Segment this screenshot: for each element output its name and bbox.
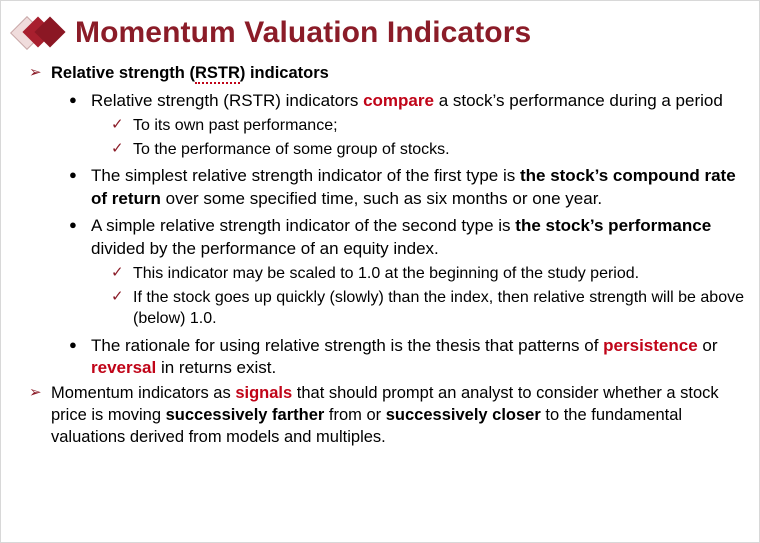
check-bullet-icon: ✓ <box>111 116 124 134</box>
highlight-persistence: persistence <box>603 335 698 355</box>
dot-bullet-icon: ● <box>69 91 77 107</box>
check-item-above-below <box>111 287 745 329</box>
dot-bullet-icon: ● <box>69 167 77 183</box>
check-item-text: To the performance of some group of stocks. <box>133 141 450 159</box>
highlight-reversal: reversal <box>91 357 157 377</box>
check-item-text: This indicator may be scaled to 1.0 at the beginning of the study period. <box>133 265 640 283</box>
bullet-text-prefix: Relative strength ( <box>51 64 195 82</box>
highlight-signals: signals <box>235 384 293 403</box>
sub-bullet-text <box>91 90 745 112</box>
sub-bullet-rationale <box>69 335 745 380</box>
check-bullet-icon: ✓ <box>111 140 124 158</box>
check-item-own-past-performance <box>111 115 745 136</box>
check-bullet-icon: ✓ <box>111 264 124 282</box>
check-item-text: To its own past performance; <box>133 117 338 135</box>
check-bullet-icon: ✓ <box>111 288 124 306</box>
text-part-2: over some specified time, such as six months or one year. <box>160 188 603 208</box>
bold-successively-closer: successively closer <box>385 406 541 425</box>
text-part-2: a stock’s performance during a period <box>433 90 723 110</box>
bullet-text-suffix: ) indicators <box>239 64 329 82</box>
dot-bullet-icon: ● <box>69 336 77 352</box>
text-part-4: to the fundamental valuations derived from models and multiples. <box>51 406 683 446</box>
text-part-1: Momentum indicators as <box>51 384 236 403</box>
text-part-1: Relative strength (RSTR) indicators <box>91 90 364 110</box>
text-part-2: divided by the performance of an equity index. <box>91 238 439 258</box>
bullet-item-relative-strength <box>29 63 745 85</box>
arrow-bullet-icon: ➢ <box>29 384 42 402</box>
sub-bullet-text <box>91 215 745 260</box>
bullet-item-momentum-signals <box>29 383 745 448</box>
highlight-compare: compare <box>363 90 434 110</box>
bullet-text <box>51 383 745 448</box>
arrow-bullet-icon: ➢ <box>29 64 42 81</box>
text-part-2: or <box>697 335 718 355</box>
slide-title-row <box>1 1 759 49</box>
bullet-text-underlined: RSTR <box>194 64 240 82</box>
text-part-1: The simplest relative strength indicator of the first type is <box>91 166 520 186</box>
check-item-group-of-stocks <box>111 139 745 160</box>
text-part-1: The rationale for using relative strength is the thesis that patterns of <box>91 335 604 355</box>
page-title: Momentum Valuation Indicators <box>75 15 532 49</box>
diamond-cluster-icon <box>13 15 69 49</box>
slide-body <box>1 49 759 449</box>
sub-bullet-text <box>91 335 745 380</box>
bullet-text <box>51 63 745 85</box>
sub-bullet-simplest-indicator <box>69 165 745 210</box>
text-part-2: that should prompt an analyst to consider whether a stock price is moving <box>51 384 719 425</box>
bold-stock-performance: the stock’s performance <box>515 216 712 236</box>
text-part-3: from or <box>324 406 386 425</box>
check-item-text: If the stock goes up quickly (slowly) than the index, then relative strength will be above (below) 1.0. <box>133 289 744 328</box>
sub-bullet-rstr-compare <box>69 90 745 112</box>
text-part-3: in returns exist. <box>156 357 277 377</box>
check-item-scaled-to-one <box>111 263 745 284</box>
sub-bullet-text <box>91 165 745 210</box>
text-part-1: A simple relative strength indicator of the second type is <box>91 216 516 236</box>
bold-successively-farther: successively farther <box>165 406 325 425</box>
sub-bullet-second-type <box>69 215 745 260</box>
bold-compound-rate: the stock’s compound rate of return <box>91 166 736 208</box>
dot-bullet-icon: ● <box>69 217 77 233</box>
